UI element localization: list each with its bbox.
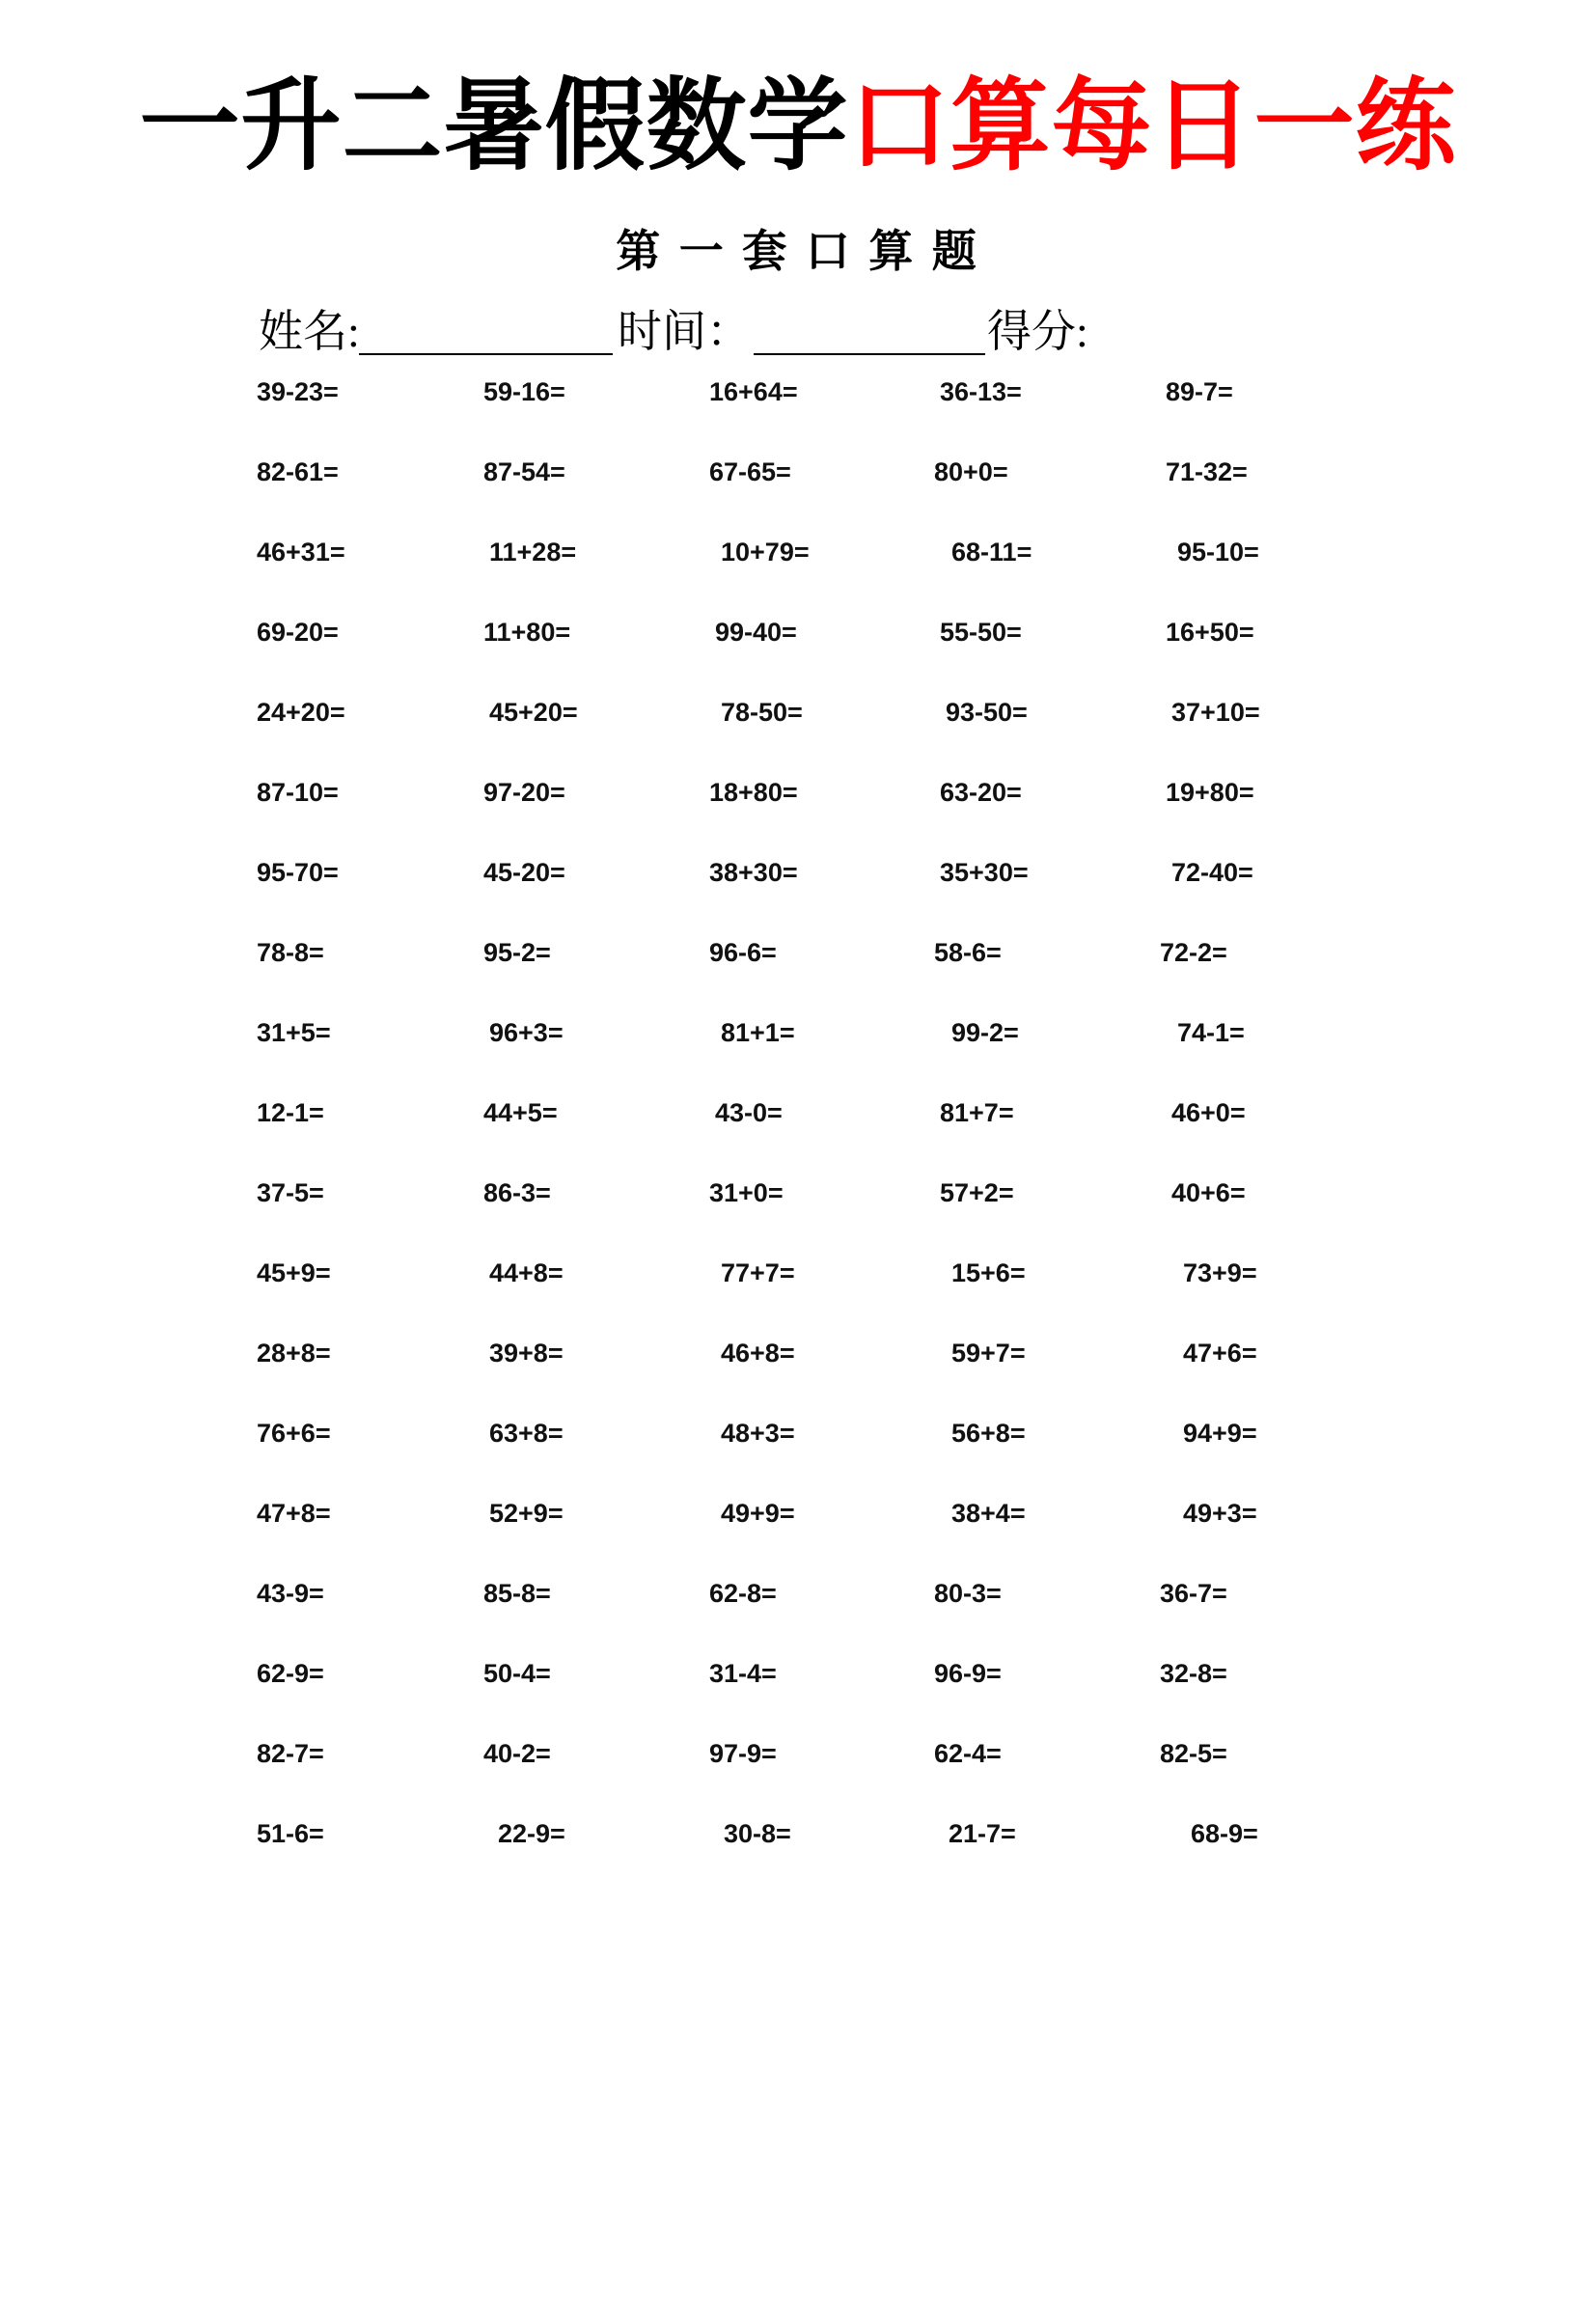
name-label: 姓名: <box>259 307 360 356</box>
problem: 93-50= <box>946 698 1028 727</box>
set-subtitle: 第 一 套 口 算 题 <box>616 227 980 276</box>
problem: 24+20= <box>257 698 345 727</box>
problem: 96-9= <box>934 1659 1002 1688</box>
problem: 46+31= <box>257 538 345 566</box>
problem: 45+20= <box>489 698 578 727</box>
problem: 30-8= <box>724 1819 791 1848</box>
problem: 80-3= <box>934 1579 1002 1608</box>
problem: 97-9= <box>709 1739 777 1768</box>
problem: 74-1= <box>1177 1018 1245 1047</box>
problem: 59+7= <box>951 1339 1026 1368</box>
problem: 16+50= <box>1166 618 1254 647</box>
problem: 78-8= <box>257 938 324 967</box>
problem: 89-7= <box>1166 377 1233 406</box>
problem: 22-9= <box>498 1819 565 1848</box>
problem: 80+0= <box>934 457 1008 486</box>
problem: 63+8= <box>489 1419 564 1448</box>
problem: 28+8= <box>257 1339 331 1368</box>
problem: 15+6= <box>951 1258 1026 1287</box>
problem: 87-10= <box>257 778 339 807</box>
problem: 76+6= <box>257 1419 331 1448</box>
problem: 97-20= <box>483 778 565 807</box>
problem: 96+3= <box>489 1018 564 1047</box>
problem: 19+80= <box>1166 778 1254 807</box>
problem: 72-40= <box>1171 858 1253 887</box>
problem: 47+6= <box>1183 1339 1257 1368</box>
problem: 72-2= <box>1160 938 1227 967</box>
problem: 56+8= <box>951 1419 1026 1448</box>
name-blank[interactable] <box>359 309 613 355</box>
problem: 95-2= <box>483 938 551 967</box>
problem: 43-0= <box>715 1098 783 1127</box>
problem: 95-10= <box>1177 538 1259 566</box>
problem: 32-8= <box>1160 1659 1227 1688</box>
problem: 62-4= <box>934 1739 1002 1768</box>
problem: 40+6= <box>1171 1178 1246 1207</box>
problem: 11+28= <box>489 538 577 566</box>
problem: 58-6= <box>934 938 1002 967</box>
problem: 62-8= <box>709 1579 777 1608</box>
page-title <box>0 67 1596 184</box>
problem: 31+0= <box>709 1178 784 1207</box>
problem: 45-20= <box>483 858 565 887</box>
problem: 21-7= <box>949 1819 1016 1848</box>
problem: 82-7= <box>257 1739 324 1768</box>
problem: 73+9= <box>1183 1258 1257 1287</box>
problem: 36-7= <box>1160 1579 1227 1608</box>
problem: 35+30= <box>940 858 1029 887</box>
problem: 39+8= <box>489 1339 564 1368</box>
problem: 40-2= <box>483 1739 551 1768</box>
problem: 18+80= <box>709 778 798 807</box>
problem: 77+7= <box>721 1258 795 1287</box>
problem: 46+0= <box>1171 1098 1246 1127</box>
time-blank[interactable] <box>754 309 985 355</box>
problem: 12-1= <box>257 1098 324 1127</box>
problem: 85-8= <box>483 1579 551 1608</box>
problem: 57+2= <box>940 1178 1014 1207</box>
problem: 55-50= <box>940 618 1022 647</box>
problem: 59-16= <box>483 377 565 406</box>
problem: 50-4= <box>483 1659 551 1688</box>
problem: 31+5= <box>257 1018 331 1047</box>
problem: 45+9= <box>257 1258 331 1287</box>
problem: 71-32= <box>1166 457 1248 486</box>
problem: 67-65= <box>709 457 791 486</box>
problem: 37-5= <box>257 1178 324 1207</box>
problem: 52+9= <box>489 1499 564 1528</box>
problem: 82-61= <box>257 457 339 486</box>
problem: 94+9= <box>1183 1419 1257 1448</box>
problem: 51-6= <box>257 1819 324 1848</box>
problem: 39-23= <box>257 377 339 406</box>
title-black-part: 一升二暑假数学 <box>139 67 849 184</box>
problem: 63-20= <box>940 778 1022 807</box>
problem: 99-2= <box>951 1018 1019 1047</box>
problem: 37+10= <box>1171 698 1260 727</box>
problem: 68-11= <box>951 538 1032 566</box>
time-label: 时间： <box>618 307 751 356</box>
problem: 31-4= <box>709 1659 777 1688</box>
problem: 38+4= <box>951 1499 1026 1528</box>
problem: 10+79= <box>721 538 810 566</box>
problem: 43-9= <box>257 1579 324 1608</box>
problem: 78-50= <box>721 698 803 727</box>
problem: 11+80= <box>483 618 571 647</box>
problem: 96-6= <box>709 938 777 967</box>
problem: 86-3= <box>483 1178 551 1207</box>
problem: 69-20= <box>257 618 339 647</box>
problem: 16+64= <box>709 377 798 406</box>
problem: 47+8= <box>257 1499 331 1528</box>
problem: 49+9= <box>721 1499 795 1528</box>
problem: 81+7= <box>940 1098 1014 1127</box>
score-label: 得分: <box>987 307 1088 356</box>
problem: 68-9= <box>1191 1819 1258 1848</box>
problem: 48+3= <box>721 1419 795 1448</box>
problem: 87-54= <box>483 457 565 486</box>
problem: 81+1= <box>721 1018 795 1047</box>
problem: 99-40= <box>715 618 797 647</box>
problem: 38+30= <box>709 858 798 887</box>
problem: 62-9= <box>257 1659 324 1688</box>
title-red-part: 口算每日一练 <box>848 67 1457 184</box>
problem: 95-70= <box>257 858 339 887</box>
problem: 82-5= <box>1160 1739 1227 1768</box>
problem: 44+8= <box>489 1258 564 1287</box>
problem: 44+5= <box>483 1098 558 1127</box>
problem: 36-13= <box>940 377 1022 406</box>
problem: 46+8= <box>721 1339 795 1368</box>
problem: 49+3= <box>1183 1499 1257 1528</box>
